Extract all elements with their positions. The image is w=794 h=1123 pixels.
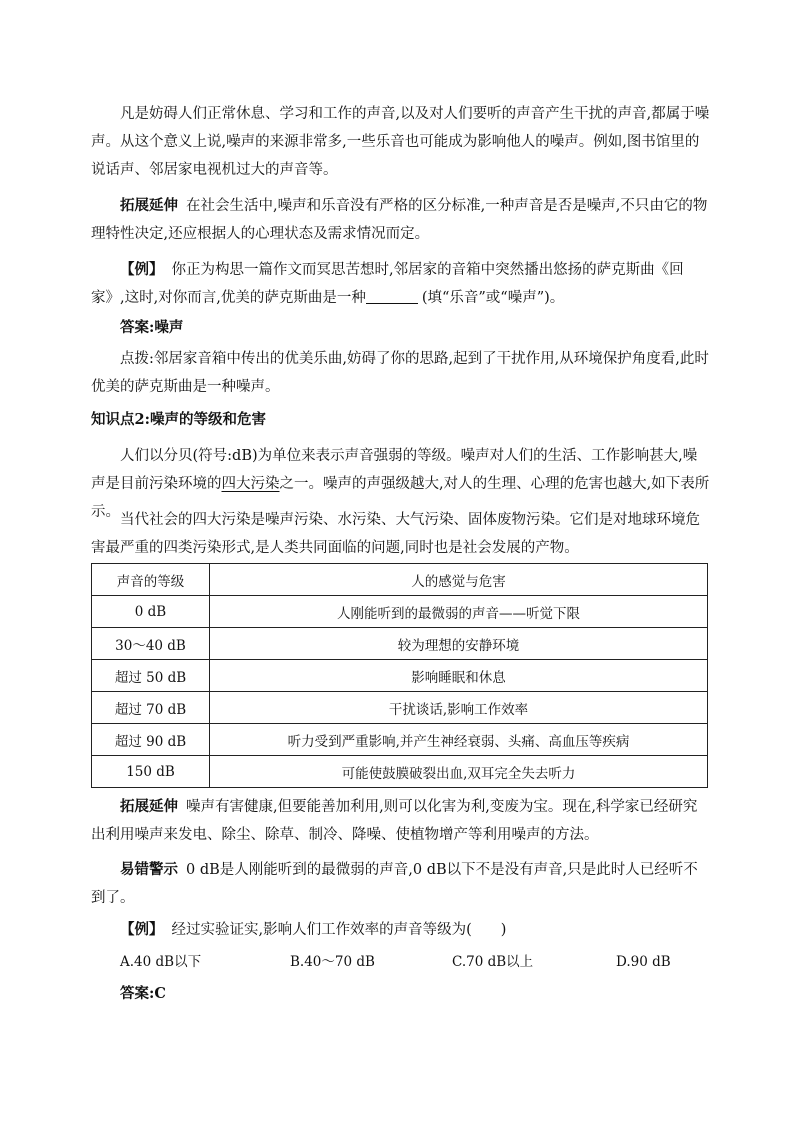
table-cell-effect: 人刚能听到的最微弱的声音——听觉下限 [210, 596, 708, 628]
example-text: 经过实验证实,影响人们工作效率的声音等级为( ) [171, 922, 507, 938]
table-cell-effect: 较为理想的安静环境 [210, 628, 708, 660]
table-row [92, 628, 708, 660]
extension-paragraph-1 [91, 192, 711, 248]
table-cell-effect: 可能使鼓膜破裂出血,双耳完全失去听力 [210, 756, 708, 788]
table-cell-level: 超过 70 dB [92, 692, 210, 724]
example-1 [91, 256, 711, 312]
table-row [92, 596, 708, 628]
noise-level-table [91, 563, 708, 788]
answer-blank [366, 289, 418, 304]
extension-text: 噪声有害健康,但要能善加利用,则可以化害为利,变废为宝。现在,科学家已经研究出利用噪声来发电、除尘、除草、制冷、降噪、使植物增产等利用噪声的方法。 [91, 799, 698, 843]
decibel-text-b: 之一。噪声的声强级越大,对人的生理、心理的危害也越大,如下表所示。 [91, 476, 710, 520]
decibel-text-a: 人们以分贝(符号:dB)为单位来表示声音强弱的等级。噪声对人们的生活、工作影响甚大,噪声是目前污染环境的 [91, 448, 698, 492]
option-b: B.40～70 dB [290, 954, 375, 970]
four-pollutions-link[interactable]: 四大污染 [221, 476, 280, 492]
table-cell-level: 0 dB [92, 596, 210, 628]
table-header-effect: 人的感觉与危害 [210, 564, 708, 596]
section-heading: 知识点2:噪声的等级和危害 [91, 411, 266, 428]
table-cell-level: 超过 90 dB [92, 724, 210, 756]
extension-label: 拓展延伸 [120, 798, 178, 815]
extension-paragraph-2 [91, 793, 711, 849]
table-row [92, 660, 708, 692]
table-row [92, 724, 708, 756]
option-c: C.70 dB以上 [452, 954, 534, 970]
four-pollutions-paragraph: 当代社会的四大污染是噪声污染、水污染、大气污染、固体废物污染。它们是对地球环境危害最严重的四类污染形式,是人类共同面临的问题,同时也是社会发展的产物。 [91, 512, 700, 556]
tip-paragraph: 点拨:邻居家音箱中传出的优美乐曲,妨碍了你的思路,起到了干扰作用,从环境保护角度看,此时优美的萨克斯曲是一种噪声。 [91, 351, 709, 395]
example-text-b: (填“乐音”或“噪声”)。 [421, 290, 565, 306]
example-2 [91, 916, 711, 944]
warning-label: 易错警示 [120, 861, 178, 878]
option-a: A.40 dB以下 [120, 954, 202, 970]
table-cell-level: 150 dB [92, 756, 210, 788]
warning-text: 0 dB是人刚能听到的最微弱的声音,0 dB以下不是没有声音,只是此时人已经听不到了。 [91, 862, 698, 906]
table-row [92, 756, 708, 788]
warning-paragraph [91, 856, 711, 912]
extension-text: 在社会生活中,噪声和乐音没有严格的区分标准,一种声音是否是噪声,不只由它的物理特性决定,还应根据人的心理状态及需求情况而定。 [91, 198, 708, 242]
table-cell-effect: 干扰谈话,影响工作效率 [210, 692, 708, 724]
table-cell-level: 30～40 dB [92, 628, 210, 660]
extension-label: 拓展延伸 [120, 197, 178, 214]
example-text-a: 你正为构思一篇作文而冥思苦想时,邻居家的音箱中突然播出悠扬的萨克斯曲《回家》,这时,对你而言,优美的萨克斯曲是一种 [91, 262, 684, 306]
example-label: 【例】 [120, 921, 164, 938]
answer-1: 答案:噪声 [120, 319, 184, 336]
table-cell-effect: 听力受到严重影响,并产生神经衰弱、头痛、高血压等疾病 [210, 724, 708, 756]
table-cell-level: 超过 50 dB [92, 660, 210, 692]
intro-paragraph: 凡是妨碍人们正常休息、学习和工作的声音,以及对人们要听的声音产生干扰的声音,都属于噪声。从这个意义上说,噪声的来源非常多,一些乐音也可能成为影响他人的噪声。例如,图书馆里的说话声、邻居家电视机过大的声音等。 [91, 106, 710, 178]
table-header-level: 声音的等级 [92, 564, 210, 596]
table-header-row [92, 564, 708, 596]
example-label: 【例】 [120, 261, 164, 278]
option-d: D.90 dB [616, 954, 671, 970]
table-cell-effect: 影响睡眠和休息 [210, 660, 708, 692]
table-row [92, 692, 708, 724]
answer-2: 答案:C [120, 985, 166, 1002]
